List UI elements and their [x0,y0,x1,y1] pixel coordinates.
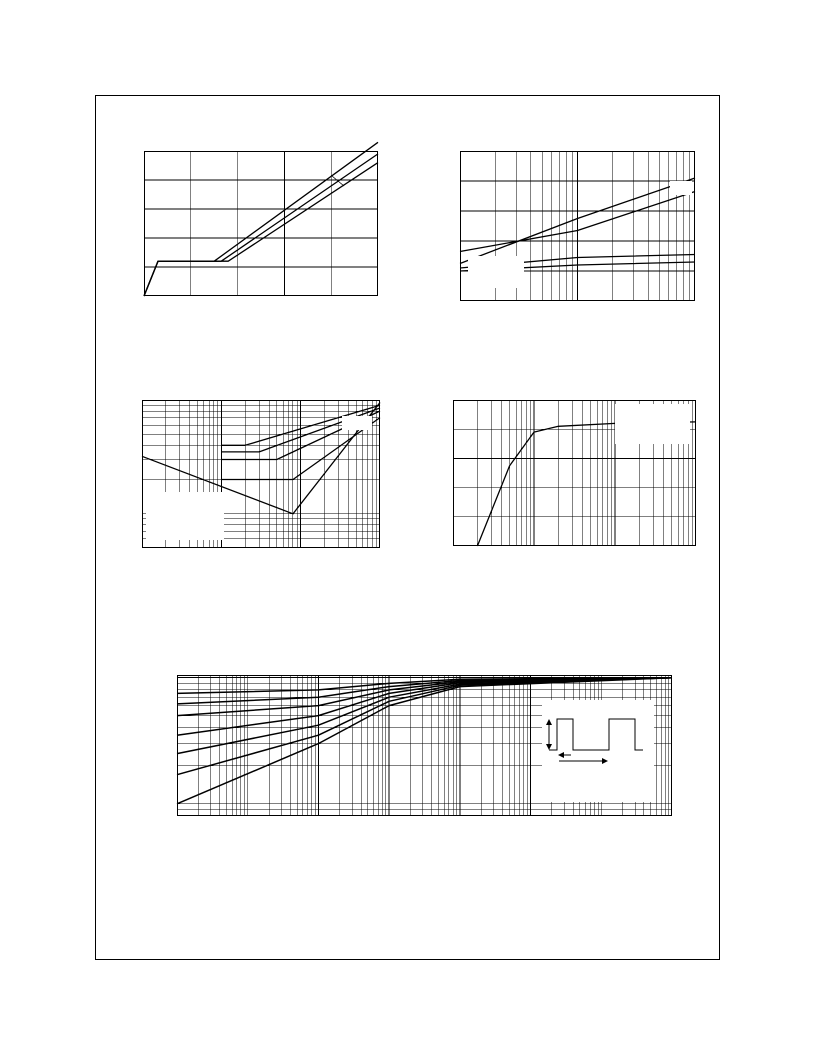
chart-1-series-3-line [144,163,378,296]
chart-2-semilog-plot [460,151,695,301]
chart-2-legend-box [468,256,524,288]
chart-4-semilog-plot [453,400,696,546]
chart-1-linear-transfer-plot [144,151,378,296]
chart-4-label-box [615,404,690,444]
chart-1-border [145,152,378,296]
chart-2-label-box [670,181,692,195]
chart-3-legend-box [146,492,224,540]
chart-5-pulse-inset [542,700,654,802]
chart-3-loglog-plot [142,400,380,548]
chart-1-grid [144,151,378,296]
chart-1-series-1-line [144,142,378,296]
chart-5-transient-response-plot [177,675,672,816]
chart-1-series-2-line [144,154,378,296]
chart-5-inset-box [542,700,654,802]
chart-3-label-box [342,416,372,430]
chart-1-series [144,142,378,296]
